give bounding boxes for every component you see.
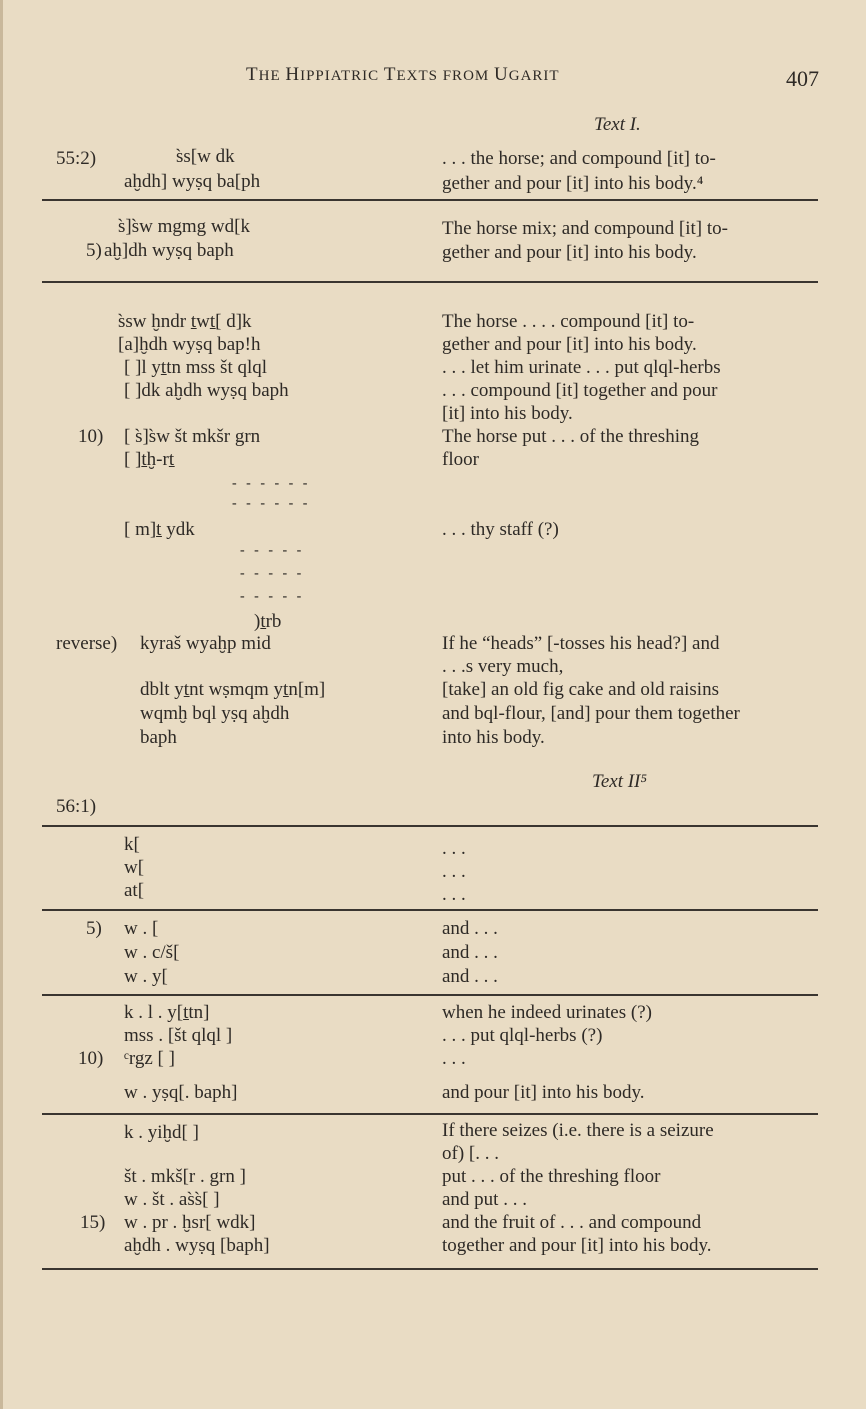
- ugaritic-line: w . yṣq[. baph]: [124, 1082, 238, 1103]
- title-part: GARIT: [508, 68, 560, 84]
- ugaritic-line: at[: [124, 880, 145, 901]
- translation-line: and bql-flour, [and] pour them together: [442, 703, 740, 724]
- translation-line: when he indeed urinates (?): [442, 1002, 652, 1023]
- translation-line: floor: [442, 449, 479, 470]
- translation-line: The horse mix; and compound [it] to-: [442, 218, 728, 239]
- ugaritic-line: baph: [140, 727, 177, 748]
- ugaritic-line: s̀]s̀w mgmg wd[k: [118, 216, 250, 237]
- line-number: 55:2): [56, 148, 97, 169]
- ugaritic-line: k . yiḫd[ ]: [124, 1122, 199, 1143]
- translation-line: into his body.: [442, 727, 545, 748]
- ugaritic-line: aḫ]dh wyṣq baph: [104, 240, 234, 261]
- translation-line: and . . .: [442, 918, 498, 939]
- line-number: 5): [86, 240, 102, 261]
- translation-line: [it] into his body.: [442, 403, 573, 424]
- text2-heading: Text II⁵: [592, 771, 647, 792]
- line-number: 5): [86, 918, 102, 939]
- ugaritic-line: w . št . as̀s̀[ ]: [124, 1189, 220, 1210]
- ugaritic-line: )ṯrb: [254, 611, 282, 632]
- translation-line: The horse put . . . of the threshing: [442, 426, 699, 447]
- ugaritic-line: [ s̀]s̀w št mkšr grn: [124, 426, 261, 447]
- title-part: HE: [258, 68, 286, 84]
- translation-line: and . . .: [442, 942, 498, 963]
- ugaritic-line: s̀s[w dk: [176, 146, 235, 167]
- translation-line: of) [. . .: [442, 1143, 499, 1164]
- divider: [42, 199, 818, 201]
- ugaritic-line: [ ]l yṯtn mss št qlql: [124, 357, 268, 378]
- reverse-label: reverse): [56, 633, 118, 654]
- title-part: U: [494, 64, 509, 85]
- divider: [42, 994, 818, 996]
- ugaritic-line: kyraš wyaḫp mid: [140, 633, 271, 654]
- page-number: 407: [786, 66, 819, 91]
- running-title: [246, 64, 560, 87]
- translation-line: . . . let him urinate . . . put qlql-herbs: [442, 357, 721, 378]
- ugaritic-line: w . c/š[: [124, 942, 180, 963]
- ugaritic-line: wqmḫ bql yṣq aḫdh: [140, 703, 290, 724]
- translation-line: . . .s very much,: [442, 656, 564, 677]
- translation-line: and put . . .: [442, 1189, 527, 1210]
- line-number: 10): [78, 1048, 104, 1069]
- ugaritic-line: aḫdh] wyṣq ba[ph: [124, 171, 261, 192]
- lacuna-dashes: - - - - -: [240, 589, 305, 604]
- translation-line: The horse . . . . compound [it] to-: [442, 311, 695, 332]
- ugaritic-line: št . mkš[r . grn ]: [124, 1166, 246, 1187]
- divider: [42, 1113, 818, 1115]
- ugaritic-line: k . l . y[ṯtn]: [124, 1002, 210, 1023]
- translation-line: . . .: [442, 884, 466, 905]
- lacuna-dashes: - - - - -: [240, 543, 305, 558]
- ugaritic-line: mss . [št qlql ]: [124, 1025, 233, 1046]
- divider: [42, 825, 818, 827]
- ugaritic-line: k[: [124, 834, 140, 855]
- translation-line: . . .: [442, 861, 466, 882]
- title-part: IPPIATRIC: [300, 68, 384, 84]
- title-part: EXTS FROM: [396, 68, 494, 84]
- lacuna-dashes: - - - - - -: [232, 496, 311, 511]
- ugaritic-line: [a]ḫdh wyṣq bap!h: [118, 334, 261, 355]
- lacuna-dashes: - - - - -: [240, 566, 305, 581]
- translation-line: . . .: [442, 838, 466, 859]
- line-number: 15): [80, 1212, 106, 1233]
- translation-line: . . . put qlql-herbs (?): [442, 1025, 603, 1046]
- ugaritic-line: [ ]dk aḫdh wyṣq baph: [124, 380, 289, 401]
- ugaritic-line: w . pr . ḫsr[ wdk]: [124, 1212, 256, 1233]
- translation-line: . . .: [442, 1048, 466, 1069]
- ugaritic-line: s̀sw ḫndr ṯwṯ[ d]k: [118, 311, 252, 332]
- title-part: T: [246, 64, 259, 85]
- ugaritic-line: w[: [124, 857, 145, 878]
- ugaritic-line: aḫdh . wyṣq [baph]: [124, 1235, 270, 1256]
- ugaritic-line: w . y[: [124, 966, 168, 987]
- divider: [42, 281, 818, 283]
- page-left-edge: [0, 0, 3, 1409]
- divider: [42, 909, 818, 911]
- translation-line: gether and pour [it] into his body.⁴: [442, 173, 704, 194]
- ugaritic-line: [ m]ṯ ydk: [124, 519, 195, 540]
- translation-line: If he “heads” [-tosses his head?] and: [442, 633, 720, 654]
- ugaritic-line: [ ]ṯḫ-rṯ: [124, 449, 175, 470]
- line-number: 10): [78, 426, 104, 447]
- title-part: H: [285, 64, 301, 85]
- ugaritic-line: dblt yṯnt wṣmqm yṯn[m]: [140, 679, 326, 700]
- translation-line: . . . compound [it] together and pour: [442, 380, 718, 401]
- title-part: T: [383, 64, 397, 85]
- translation-line: gether and pour [it] into his body.: [442, 242, 697, 263]
- ugaritic-line: ᶜrgz [ ]: [124, 1048, 175, 1069]
- translation-line: put . . . of the threshing floor: [442, 1166, 661, 1187]
- translation-line: and pour [it] into his body.: [442, 1082, 645, 1103]
- translation-line: . . . the horse; and compound [it] to-: [442, 148, 716, 169]
- translation-line: If there seizes (i.e. there is a seizure: [442, 1120, 714, 1141]
- translation-line: [take] an old fig cake and old raisins: [442, 679, 719, 700]
- lacuna-dashes: - - - - - -: [232, 476, 311, 491]
- translation-line: together and pour [it] into his body.: [442, 1235, 712, 1256]
- text1-heading: Text I.: [594, 114, 641, 135]
- divider: [42, 1268, 818, 1270]
- translation-line: and . . .: [442, 966, 498, 987]
- translation-line: gether and pour [it] into his body.: [442, 334, 697, 355]
- translation-line: and the fruit of . . . and compound: [442, 1212, 702, 1233]
- translation-line: . . . thy staff (?): [442, 519, 559, 540]
- line-number: 56:1): [56, 796, 97, 817]
- ugaritic-line: w . [: [124, 918, 159, 939]
